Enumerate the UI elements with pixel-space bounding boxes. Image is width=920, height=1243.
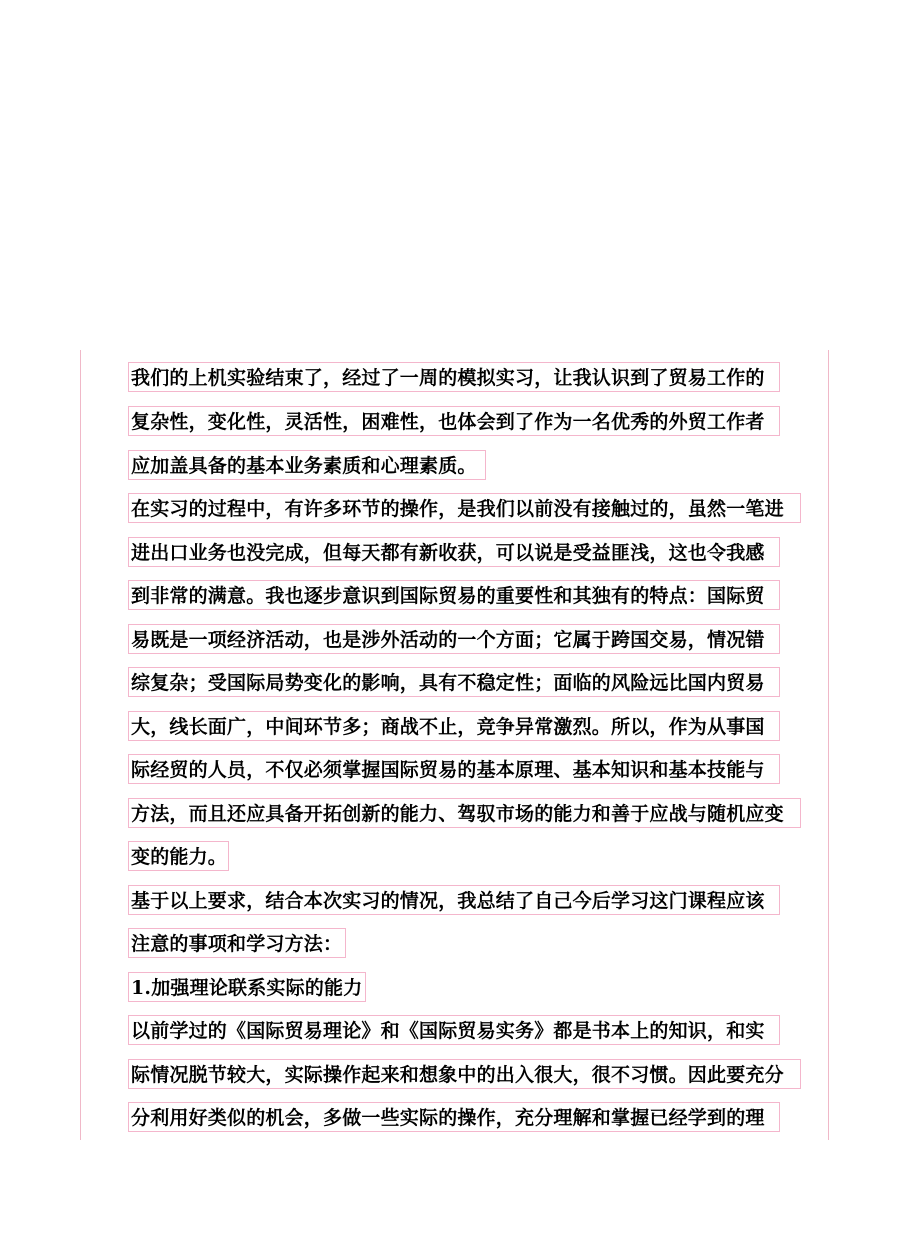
text-line-9: 大，线长面广，中间环节多；商战不止，竞争异常激烈。所以，作为从事国 xyxy=(128,711,780,741)
text-line-6: 到非常的满意。我也逐步意识到国际贸易的重要性和其独有的特点：国际贸 xyxy=(128,580,780,610)
left-margin-guide xyxy=(80,350,81,1140)
text-line-1: 我们的上机实验结束了，经过了一周的模拟实习，让我认识到了贸易工作的 xyxy=(128,362,780,392)
right-margin-guide xyxy=(828,350,829,1140)
text-line-13: 基于以上要求，结合本次实习的情况，我总结了自己今后学习这门课程应该 xyxy=(128,885,780,915)
text-line-17: 际情况脱节较大，实际操作起来和想象中的出入很大，很不习惯。因此要充分 xyxy=(128,1059,801,1089)
text-line-7: 易既是一项经济活动，也是涉外活动的一个方面；它属于跨国交易，情况错 xyxy=(128,624,780,654)
text-line-5: 进出口业务也没完成，但每天都有新收获，可以说是受益匪浅，这也令我感 xyxy=(128,537,780,567)
text-line-15: 1.加强理论联系实际的能力 xyxy=(128,972,366,1002)
text-line-2: 复杂性，变化性，灵活性，困难性，也体会到了作为一名优秀的外贸工作者 xyxy=(128,406,780,436)
text-line-10: 际经贸的人员，不仅必须掌握国际贸易的基本原理、基本知识和基本技能与 xyxy=(128,754,780,784)
text-line-3: 应加盖具备的基本业务素质和心理素质。 xyxy=(128,450,486,480)
text-line-4: 在实习的过程中，有许多环节的操作，是我们以前没有接触过的，虽然一笔进 xyxy=(128,493,801,523)
text-line-18: 分利用好类似的机会，多做一些实际的操作，充分理解和掌握已经学到的理 xyxy=(128,1102,780,1132)
text-line-12: 变的能力。 xyxy=(128,841,229,871)
text-line-16: 以前学过的《国际贸易理论》和《国际贸易实务》都是书本上的知识，和实 xyxy=(128,1015,780,1045)
text-line-8: 综复杂；受国际局势变化的影响，具有不稳定性；面临的风险远比国内贸易 xyxy=(128,667,780,697)
text-line-11: 方法，而且还应具备开拓创新的能力、驾驭市场的能力和善于应战与随机应变 xyxy=(128,798,801,828)
text-line-14: 注意的事项和学习方法： xyxy=(128,928,346,958)
